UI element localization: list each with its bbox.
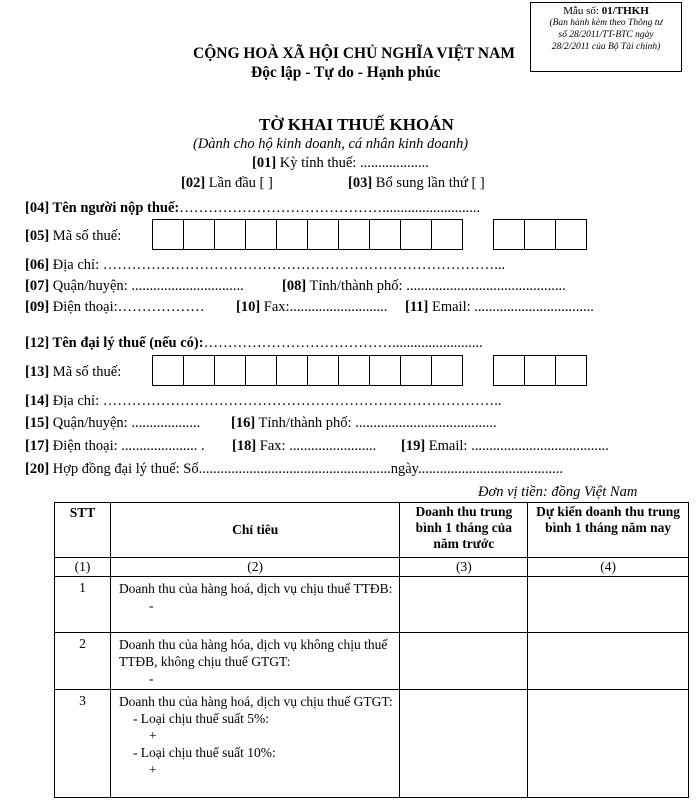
row-prev-year-cell[interactable] [400, 633, 528, 690]
col-number-4: (4) [528, 558, 689, 577]
row-stt: 2 [55, 633, 111, 690]
col-number-1: (1) [55, 558, 111, 577]
row-this-year-cell[interactable] [528, 577, 689, 633]
field-15: [15] Quận/huyện: ................... [25, 415, 201, 431]
form-code-label: Mẫu số: [563, 5, 599, 17]
row-stt: 3 [55, 690, 111, 798]
table-row [55, 633, 689, 690]
motto: Độc lập - Tự do - Hạnh phúc [251, 64, 441, 81]
taxpayer-tax-code-suffix-boxes[interactable] [494, 219, 587, 250]
form-subtitle: (Dành cho hộ kinh doanh, cá nhân kinh doanh) [193, 136, 469, 152]
revenue-table [54, 502, 689, 798]
row-stt: 1 [55, 577, 111, 633]
form-code-note-2: số 28/2011/TT-BTC ngày [558, 30, 654, 40]
country-header: CỘNG HOÀ XÃ HỘI CHỦ NGHĨA VIỆT NAM [193, 45, 515, 62]
field-02: [02] Lần đầu [ ] [181, 175, 273, 191]
header-stt: STT [55, 503, 111, 558]
field-16: [16] Tỉnh/thành phố: ....................................... [231, 415, 497, 431]
form-title: TỜ KHAI THUẾ KHOÁN [259, 115, 454, 134]
agent-tax-code-suffix-boxes[interactable] [494, 355, 587, 386]
row-prev-year-cell[interactable] [400, 690, 528, 798]
form-code-box [530, 2, 682, 72]
field-05: [05] Mã số thuế: [25, 228, 122, 244]
field-04: [04] Tên người nộp thuế:……………………………………........................... [25, 200, 481, 216]
header-item: Chỉ tiêu [110, 503, 399, 558]
currency-unit: Đơn vị tiền: đồng Việt Nam [478, 484, 638, 500]
row-this-year-cell[interactable] [528, 633, 689, 690]
field-19: [19] Email: ...................................... [401, 438, 609, 454]
form-code: 01/THKH [601, 5, 649, 17]
agent-tax-code-boxes[interactable] [153, 355, 463, 386]
taxpayer-tax-code-boxes[interactable] [153, 219, 463, 250]
table-row [55, 577, 689, 633]
field-03: [03] Bổ sung lần thứ [ ] [348, 175, 485, 191]
field-09: [09] Điện thoại:……………… [25, 299, 205, 315]
field-10: [10] Fax:........................... [236, 299, 388, 315]
field-20: [20] Hợp đồng đại lý thuế: Số.....................................................ngày........................................ [25, 461, 563, 477]
field-18: [18] Fax: ........................ [232, 438, 377, 454]
field-07: [07] Quận/huyện: ............................... [25, 278, 244, 294]
form-code-note-1: (Ban hành kèm theo Thông tư [549, 18, 663, 28]
col-number-3: (3) [400, 558, 528, 577]
form-code-note-3: 28/2/2011 của Bộ Tài chính) [551, 42, 661, 52]
row-this-year-cell[interactable] [528, 690, 689, 798]
field-14: [14] Địa chỉ: ……………………………………………………………………….. [25, 393, 502, 409]
header-col3: Doanh thu trung bình 1 tháng của năm trước [400, 503, 528, 558]
table-row [55, 690, 689, 798]
column-number-row [55, 558, 689, 577]
field-06: [06] Địa chỉ: ………………………………………………………………………... [25, 257, 506, 273]
field-11: [11] Email: ................................. [405, 299, 594, 315]
field-17: [17] Điện thoại: ..................... . [25, 438, 205, 454]
row-desc: Doanh thu của hàng hoá, dịch vụ chịu thuế TTĐB: - [110, 577, 399, 633]
header-col4: Dự kiến doanh thu trung bình 1 tháng năm nay [528, 503, 689, 558]
field-13: [13] Mã số thuế: [25, 364, 122, 380]
row-desc: Doanh thu của hàng hoá, dịch vụ chịu thuế GTGT: - Loại chịu thuế suất 5%: + - Loại chịu thuế suất 10%: + [110, 690, 399, 798]
row-desc: Doanh thu của hàng hóa, dịch vụ không chịu thuế TTĐB, không chịu thuế GTGT: - [110, 633, 399, 690]
field-08: [08] Tỉnh/thành phố: ............................................ [282, 278, 566, 294]
field-12: [12] Tên đại lý thuế (nếu có):…………………………………......................... [25, 335, 483, 351]
field-01: [01] Kỳ tính thuế: ................... [252, 155, 429, 171]
row-prev-year-cell[interactable] [400, 577, 528, 633]
table-header-row [55, 503, 689, 558]
col-number-2: (2) [110, 558, 399, 577]
